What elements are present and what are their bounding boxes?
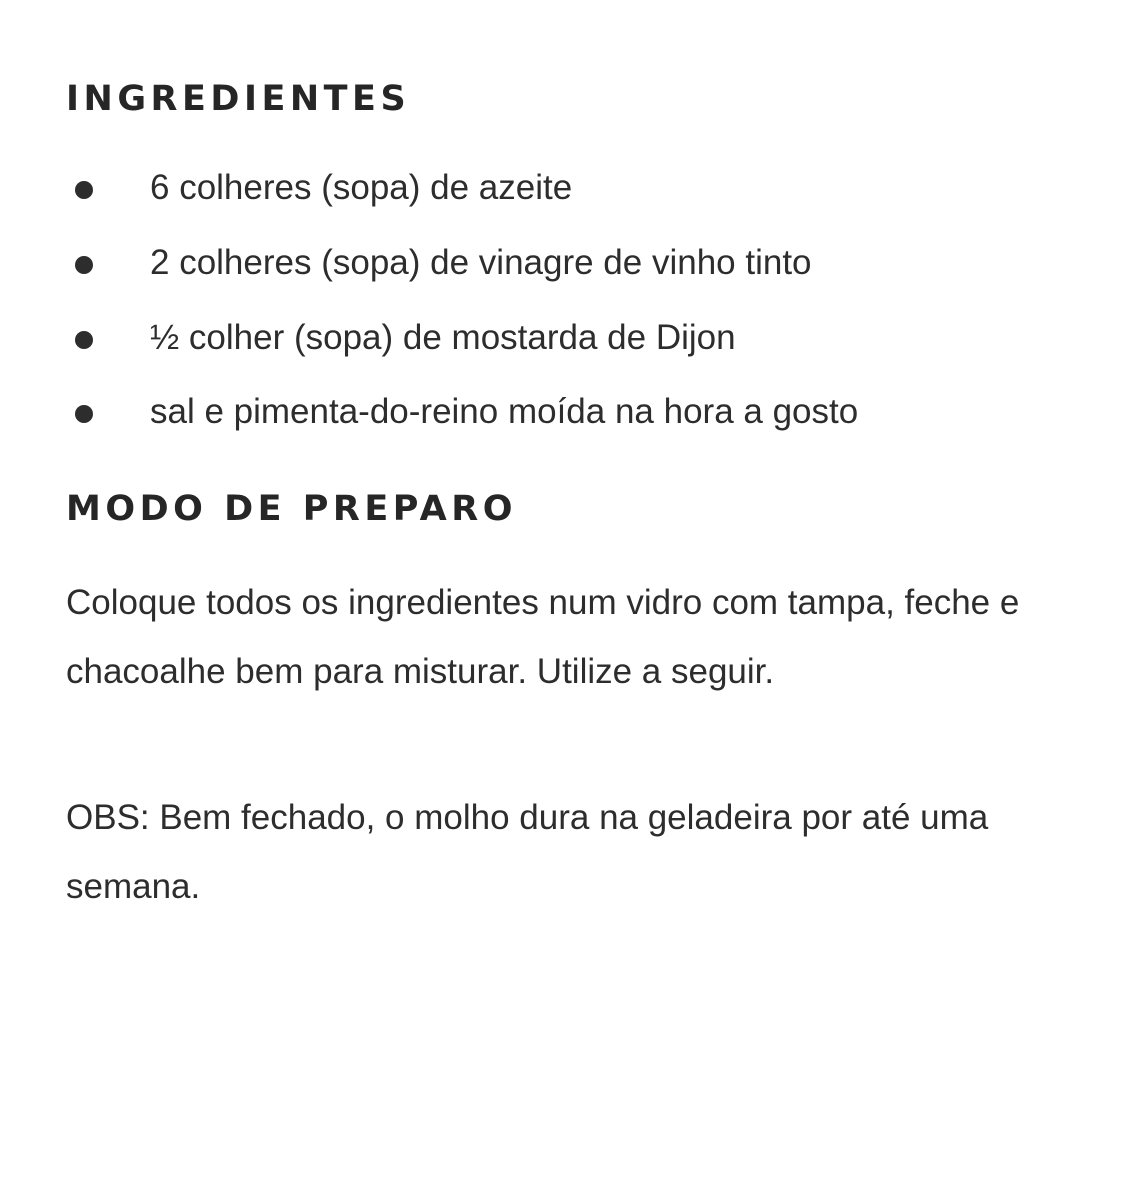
ingredient-text: sal e pimenta-do-reino moída na hora a gosto (150, 392, 859, 432)
list-item (66, 241, 1065, 285)
bullet-icon (75, 181, 93, 199)
ingredient-text: ½ colher (sopa) de mostarda de Dijon (150, 317, 736, 357)
bullet-icon (75, 331, 93, 349)
ingredient-text: 6 colheres (sopa) de azeite (150, 168, 573, 207)
bullet-icon (75, 405, 93, 423)
ingredients-heading: INGREDIENTES (66, 79, 411, 119)
preparation-body: Coloque todos os ingredientes num vidro com tampa, feche e chacoalhe bem para misturar. Utilize a seguir. (66, 583, 1020, 692)
preparation-note: OBS: Bem fechado, o molho dura na geladeira por até uma semana. (66, 797, 989, 906)
list-item (66, 166, 1065, 210)
preparation-heading: MODO DE PREPARO (66, 489, 517, 529)
ingredient-text: 2 colheres (sopa) de vinagre de vinho tinto (150, 242, 812, 282)
list-item (66, 316, 1065, 360)
bullet-icon (75, 256, 93, 274)
list-item (66, 390, 1065, 434)
ingredients-list (66, 166, 1065, 434)
